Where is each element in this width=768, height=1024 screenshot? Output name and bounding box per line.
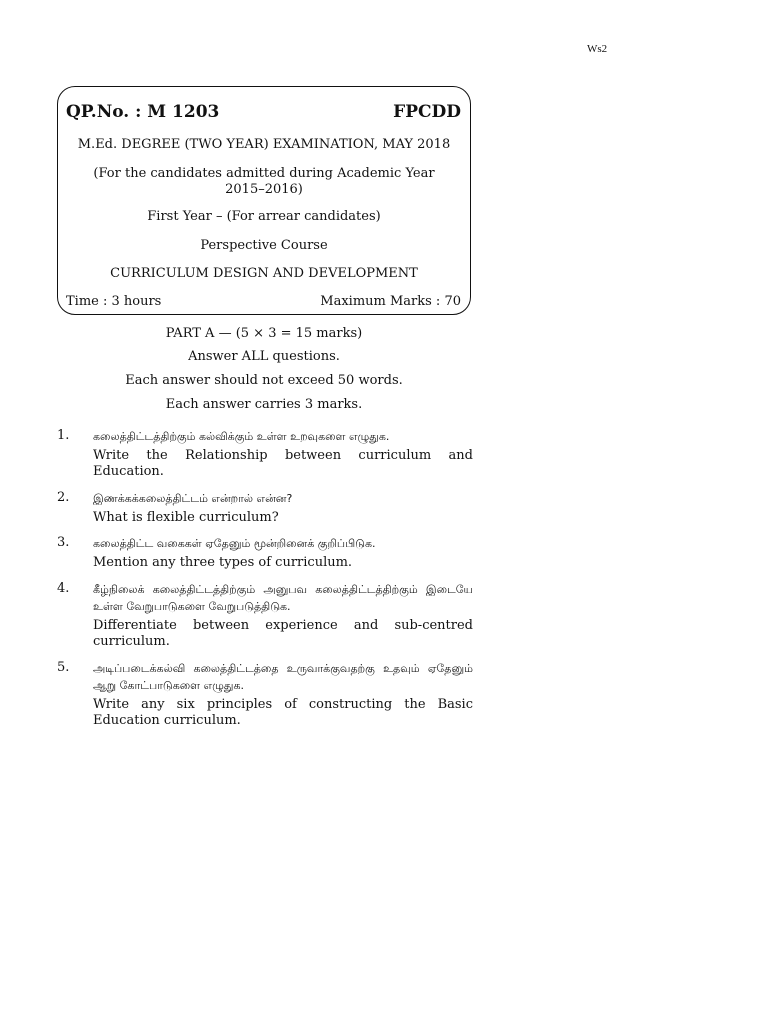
question-tamil: கலைத்திட்ட வகைகள் ஏதேனும் மூன்றினைக் குறிப்பிடுக.: [93, 537, 376, 550]
question-tamil: இணக்கக்கலைத்திட்டம் என்றால் என்ன?: [93, 492, 293, 505]
course-line: Perspective Course: [200, 238, 328, 253]
question-number: 1.: [57, 428, 70, 443]
question-number: 4.: [57, 581, 70, 596]
question-number: 2.: [57, 490, 70, 505]
question-english: Mention any three types of curriculum.: [93, 555, 353, 570]
candidates-line-1: (For the candidates admitted during Academic Year: [93, 166, 435, 181]
question-english: Differentiate between experience and sub-centred curriculum.: [93, 618, 473, 649]
instruction-answer-all: Answer ALL questions.: [188, 349, 340, 364]
question-english: What is flexible curriculum?: [93, 510, 279, 525]
year-line: First Year – (For arrear candidates): [147, 209, 381, 224]
time-allowed: Time : 3 hours: [66, 294, 162, 309]
question-tamil: கலைத்திட்டத்திற்கும் கல்விக்கும் உள்ள உறவுகளை எழுதுக.: [93, 430, 390, 443]
question-number: 3.: [57, 535, 70, 550]
qp-number: QP.No. : M 1203: [66, 102, 220, 122]
question-tamil: கீழ்நிலைக் கலைத்திட்டத்திற்கும் அனுபவ கலைத்திட்டத்திற்கும் இடையே உள்ள வேறுபாடுகளை வேறுபடுத்திடுக.: [93, 583, 473, 613]
question-english: Write the Relationship between curriculum and Education.: [93, 448, 473, 479]
instruction-marks: Each answer carries 3 marks.: [165, 397, 363, 412]
maximum-marks: Maximum Marks : 70: [320, 294, 461, 309]
candidates-line-2: 2015–2016): [225, 182, 303, 197]
part-a-title: PART A — (5 × 3 = 15 marks): [165, 326, 363, 341]
degree-title: M.Ed. DEGREE (TWO YEAR) EXAMINATION, MAY 2018: [77, 137, 451, 152]
subject-title: CURRICULUM DESIGN AND DEVELOPMENT: [110, 266, 418, 281]
question-english: Write any six principles of constructing the Basic Education curriculum.: [93, 697, 473, 728]
time-marks-line: [66, 294, 461, 309]
page-code: Ws2: [587, 43, 608, 55]
paper-code: FPCDD: [393, 102, 461, 122]
instruction-word-limit: Each answer should not exceed 50 words.: [125, 373, 403, 388]
qp-line: [66, 102, 461, 122]
question-number: 5.: [57, 660, 70, 675]
question-tamil: அடிப்படைக்கல்வி கலைத்திட்டத்தை உருவாக்குவதற்கு உதவும் ஏதேனும் ஆறு கோட்பாடுகளை எழுதுக.: [93, 662, 473, 692]
